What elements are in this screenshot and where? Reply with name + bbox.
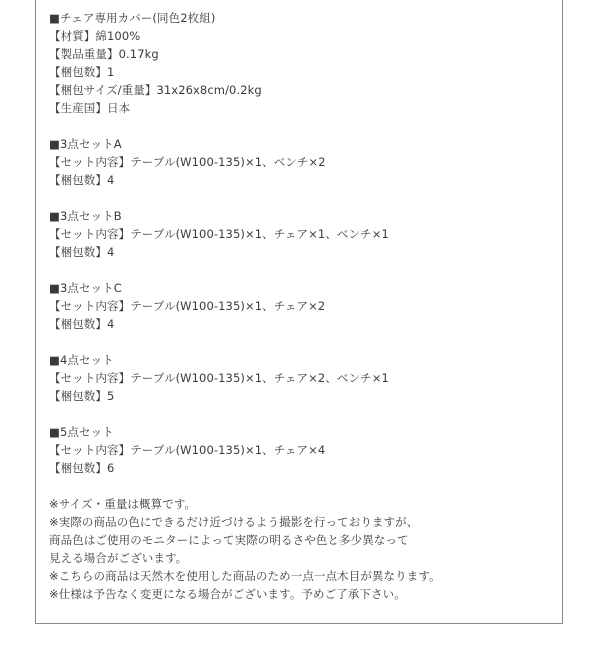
- set-section-3b: [49, 207, 559, 261]
- section-heading: ■3点セットB: [49, 209, 122, 223]
- set-section-3c: [49, 279, 559, 333]
- note-line: 商品色はご使用のモニターによって実際の明るさや色と多少異なって: [49, 533, 409, 547]
- set-contents-line: 【セット内容】テーブル(W100-135)×1、チェア×1、ベンチ×1: [49, 227, 389, 241]
- weight-line: 【製品重量】0.17kg: [49, 47, 159, 61]
- package-size-line: 【梱包サイズ/重量】31x26x8cm/0.2kg: [49, 83, 262, 97]
- spacer: [49, 189, 559, 207]
- spacer: [49, 333, 559, 351]
- set-contents-line: 【セット内容】テーブル(W100-135)×1、ベンチ×2: [49, 155, 326, 169]
- package-count-line: 【梱包数】1: [49, 65, 115, 79]
- spacer: [49, 477, 559, 495]
- note-line: ※実際の商品の色にできるだけ近づけるよう撮影を行っておりますが、: [49, 515, 419, 529]
- section-heading: ■4点セット: [49, 353, 114, 367]
- package-count-line: 【梱包数】4: [49, 245, 115, 259]
- origin-line: 【生産国】日本: [49, 101, 131, 115]
- note-line: ※サイズ・重量は概算です。: [49, 497, 197, 511]
- chair-cover-section: [49, 9, 559, 117]
- note-line: ※仕様は予告なく変更になる場合がございます。予めご了承下さい。: [49, 587, 406, 601]
- note-line: ※こちらの商品は天然木を使用した商品のため一点一点木目が異なります。: [49, 569, 441, 583]
- set-section-3a: [49, 135, 559, 189]
- spacer: [49, 261, 559, 279]
- set-contents-line: 【セット内容】テーブル(W100-135)×1、チェア×4: [49, 443, 326, 457]
- material-line: 【材質】綿100%: [49, 29, 141, 43]
- note-line: 見える場合がございます。: [49, 551, 188, 565]
- section-heading: ■3点セットC: [49, 281, 122, 295]
- section-heading: ■5点セット: [49, 425, 114, 439]
- set-contents-line: 【セット内容】テーブル(W100-135)×1、チェア×2: [49, 299, 326, 313]
- spacer: [49, 117, 559, 135]
- set-contents-line: 【セット内容】テーブル(W100-135)×1、チェア×2、ベンチ×1: [49, 371, 389, 385]
- notes-section: [49, 495, 559, 603]
- package-count-line: 【梱包数】4: [49, 317, 115, 331]
- set-section-5: [49, 423, 559, 477]
- set-section-4: [49, 351, 559, 405]
- spacer: [49, 405, 559, 423]
- package-count-line: 【梱包数】5: [49, 389, 115, 403]
- package-count-line: 【梱包数】6: [49, 461, 115, 475]
- spec-content: [49, 9, 559, 603]
- section-heading: ■3点セットA: [49, 137, 122, 151]
- section-heading: ■チェア専用カバー(同色2枚組): [49, 11, 216, 25]
- package-count-line: 【梱包数】4: [49, 173, 115, 187]
